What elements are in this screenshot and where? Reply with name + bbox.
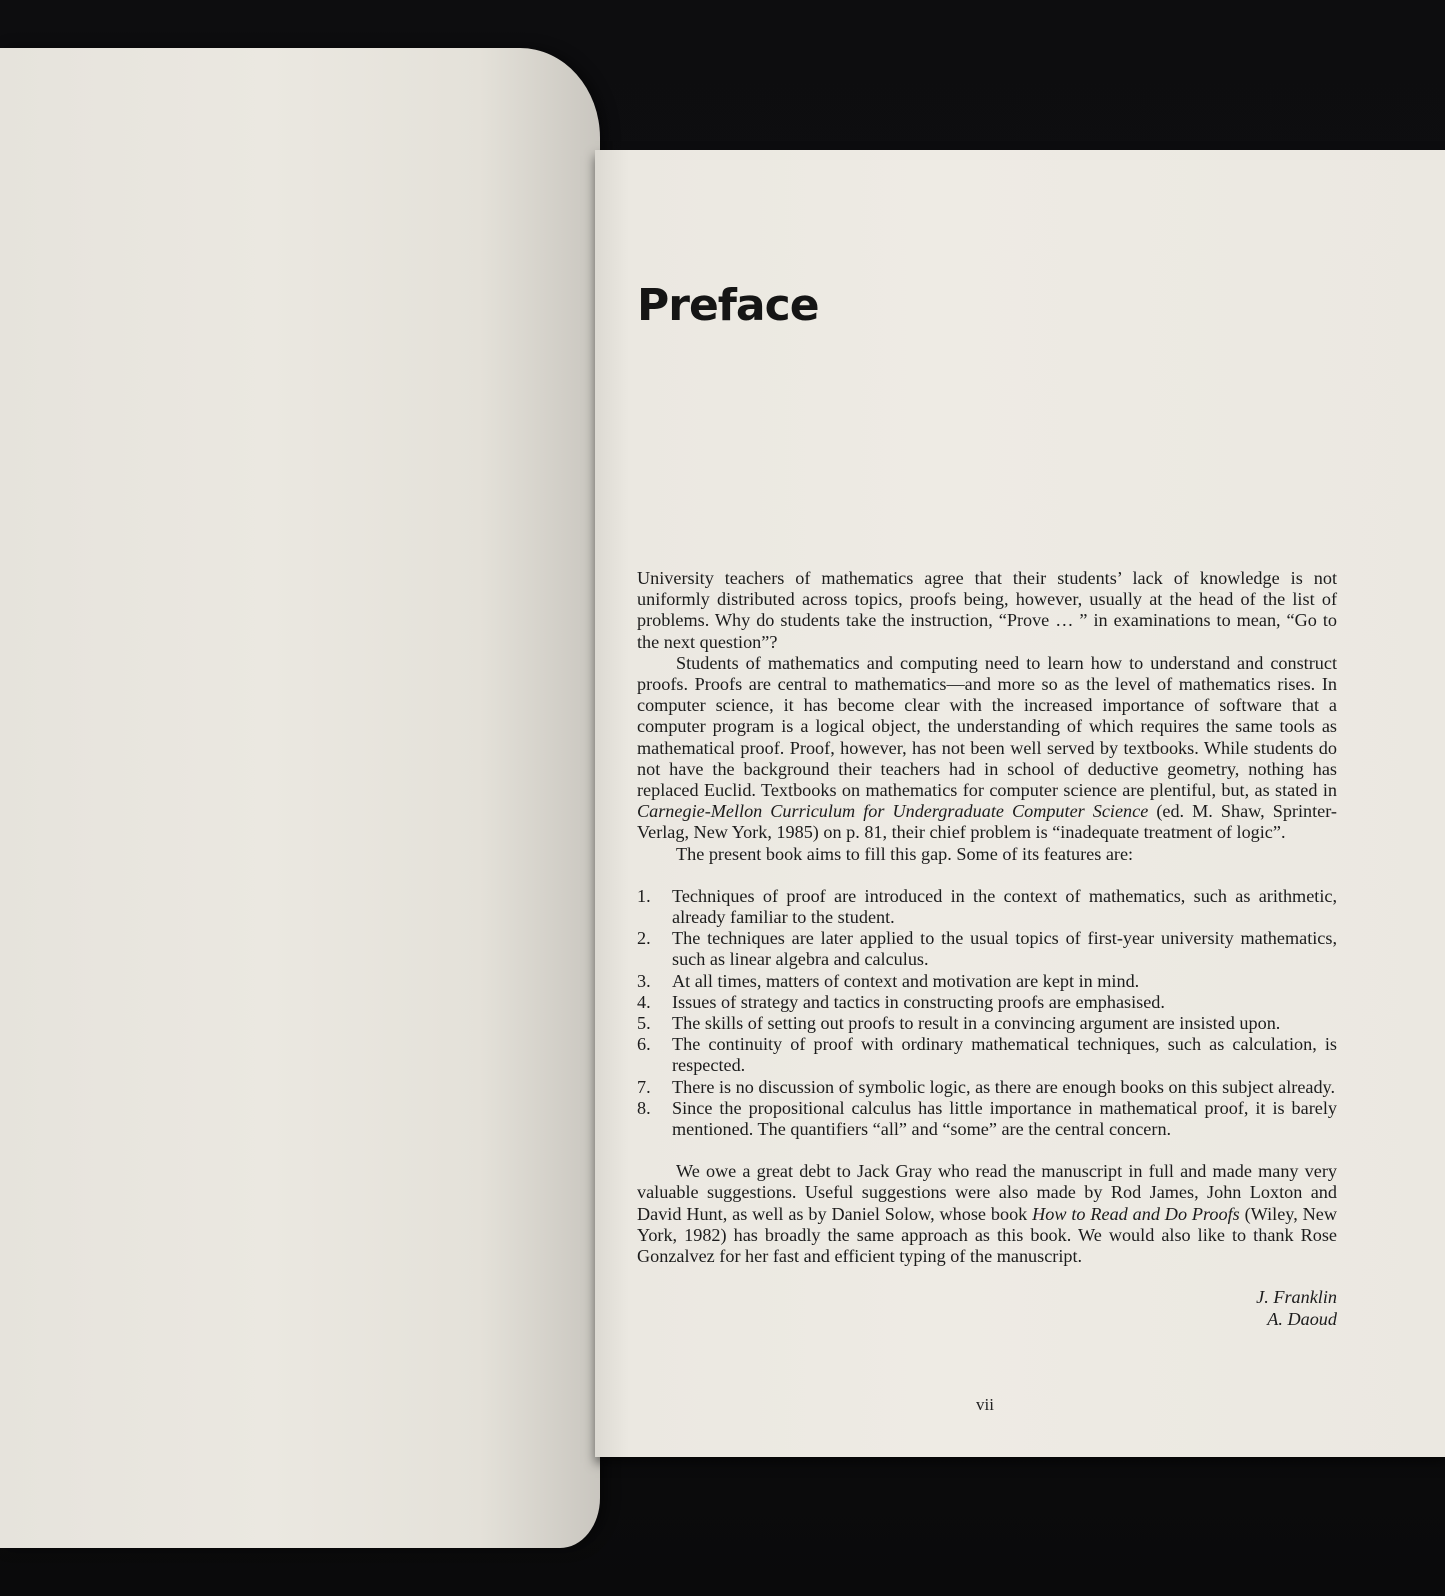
list-item-text: At all times, matters of context and motivation are kept in mind.	[672, 970, 1140, 991]
left-page	[0, 48, 600, 1548]
paragraph-students-tail: (ed. M. Shaw, Sprinter-Verlag, New York, 1985) on p. 81, their chief problem is “inadequate treatment of logic”.	[637, 801, 1337, 843]
author-name: J. Franklin	[1256, 1287, 1337, 1308]
list-item	[637, 1034, 1337, 1076]
cited-book-title: How to Read and Do Proofs	[1032, 1203, 1240, 1224]
list-item-number: 6.	[637, 1034, 651, 1055]
list-item-text: The techniques are later applied to the usual topics of first-year university mathematics, such as linear algebra and calculus.	[672, 928, 1337, 970]
list-item	[637, 886, 1337, 928]
preface-body	[637, 568, 1337, 1330]
page-title: Preface	[637, 280, 819, 331]
list-item	[637, 928, 1337, 970]
features-list	[637, 886, 1337, 1140]
list-item-number: 8.	[637, 1097, 651, 1118]
list-item-text: The skills of setting out proofs to result in a convincing argument are insisted upon.	[672, 1013, 1281, 1034]
paragraph-intro: University teachers of mathematics agree that their students’ lack of knowledge is not uniformly distributed across topics, proofs being, however, usually at the head of the list of problems. Why do students take the instruction, “Prove … ” in examinations to mean, “Go to the next question”?	[637, 568, 1337, 652]
list-item-number: 3.	[637, 970, 651, 991]
list-item-number: 1.	[637, 885, 651, 906]
list-item	[637, 1098, 1337, 1140]
paragraph-students-text: Students of mathematics and computing need to learn how to understand and construct proofs. Proofs are central to mathematics—and more so as the level of mathematics rises. In computer science, it has become clear with the increased importance of software that a computer program is a logical object, the understanding of which requires the same tools as mathematical proof. Proof, however, has not been well served by textbooks. While students do not have the background their teachers had in school of deductive geometry, nothing has replaced Euclid. Textbooks on mathematics for computer science are plentiful, but, as stated in	[637, 652, 1337, 801]
paragraph-features-intro: The present book aims to fill this gap. Some of its features are:	[676, 843, 1134, 864]
acknowledgements-text: We owe a great debt to Jack Gray who read the manuscript in full and made many very valuable suggestions. Useful suggestions were also made by Rod James, John Loxton and David Hunt, as well as by Daniel Solow, whose book	[637, 1161, 1337, 1224]
list-item	[637, 992, 1337, 1013]
author-name: A. Daoud	[1267, 1308, 1337, 1329]
list-item-number: 2.	[637, 928, 651, 949]
list-item-number: 4.	[637, 991, 651, 1012]
list-item-text: Since the propositional calculus has little importance in mathematical proof, it is barely mentioned. The quantifiers “all” and “some” are the central concern.	[672, 1097, 1337, 1140]
list-item	[637, 971, 1337, 992]
author-signatures	[637, 1287, 1337, 1330]
right-page	[595, 150, 1445, 1457]
curriculum-title: Carnegie-Mellon Curriculum for Undergraduate Computer Science	[637, 801, 1149, 822]
acknowledgements-tail: (Wiley, New York, 1982) has broadly the same approach as this book. We would also like to thank Rose Gonzalvez for her fast and efficient typing of the manuscript.	[637, 1203, 1337, 1267]
list-item-number: 7.	[637, 1076, 651, 1097]
list-item-number: 5.	[637, 1013, 651, 1034]
list-item-text: Techniques of proof are introduced in the context of mathematics, such as arithmetic, already familiar to the student.	[672, 885, 1337, 928]
list-item-text: The continuity of proof with ordinary mathematical techniques, such as calculation, is respected.	[672, 1034, 1337, 1076]
page-number: vii	[976, 1395, 994, 1414]
list-item	[637, 1077, 1337, 1098]
list-item	[637, 1013, 1337, 1034]
paragraph-acknowledgements	[637, 1161, 1337, 1267]
list-item-text: There is no discussion of symbolic logic, as there are enough books on this subject already.	[672, 1076, 1336, 1097]
paragraph-students	[637, 653, 1337, 844]
list-item-text: Issues of strategy and tactics in constructing proofs are emphasised.	[672, 991, 1165, 1012]
